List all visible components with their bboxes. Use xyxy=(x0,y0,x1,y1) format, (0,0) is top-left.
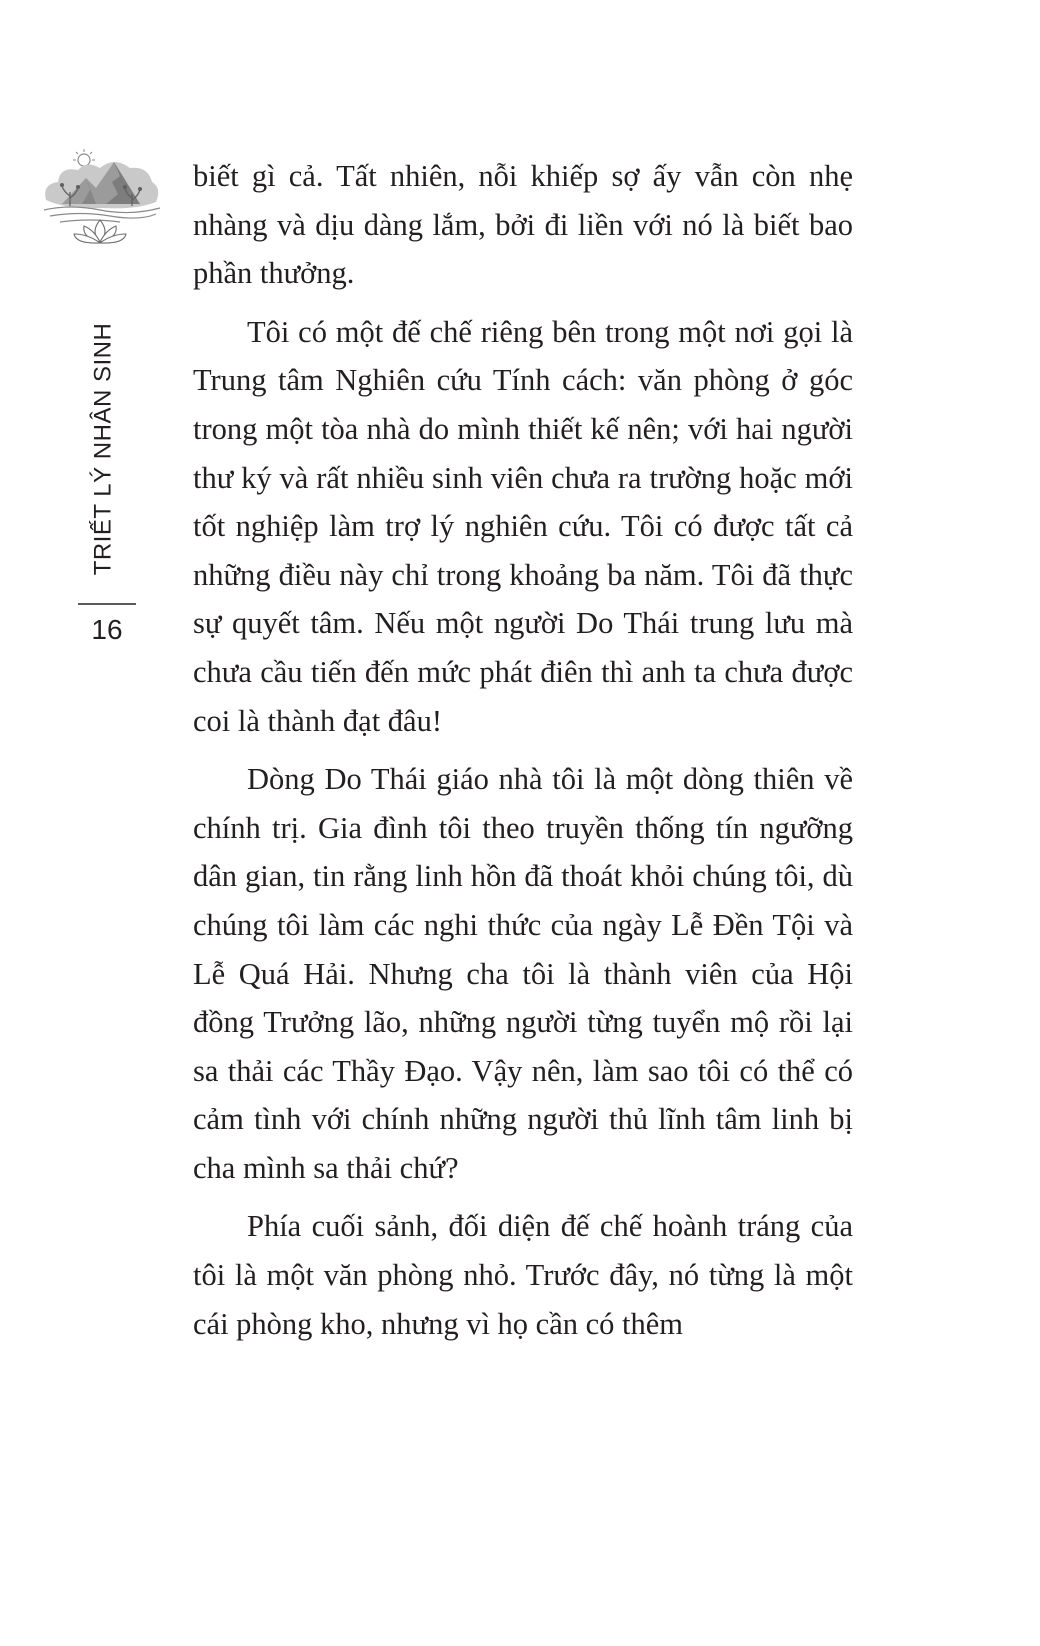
page-number: 16 xyxy=(91,614,123,645)
paragraph-1: biết gì cả. Tất nhiên, nỗi khiếp sợ ấy vẫn còn nhẹ nhàng và dịu dàng lắm, bởi đi liền với nó là biết bao phần thưởng. xyxy=(193,159,853,291)
paragraph-4: Phía cuối sảnh, đối diện đế chế hoành tráng của tôi là một văn phòng nhỏ. Trước đây, nó từng là một cái phòng kho, nhưng vì họ cần có thêm xyxy=(193,1209,853,1341)
mountain-lotus-emblem-icon xyxy=(40,148,164,248)
paragraph-2: Tôi có một đế chế riêng bên trong một nơi gọi là Trung tâm Nghiên cứu Tính cách: văn phòng ở góc trong một tòa nhà do mình thiết kế nên; với hai người thư ký và rất nhiều sinh viên chưa ra trường hoặc mới tốt nghiệp làm trợ lý nghiên cứu. Tôi có được tất cả những điều này chỉ trong khoảng ba năm. Tôi đã thực sự quyết tâm. Nếu một người Do Thái trung lưu mà chưa cầu tiến đến mức phát điên thì anh ta chưa được coi là thành đạt đâu! xyxy=(193,314,853,738)
paragraph-3: Dòng Do Thái giáo nhà tôi là một dòng thiên về chính trị. Gia đình tôi theo truyền thống tín ngưỡng dân gian, tin rằng linh hồn đã thoát khỏi chúng tôi, dù chúng tôi làm các nghi thức của ngày Lễ Đền Tội và Lễ Quá Hải. Nhưng cha tôi là thành viên của Hội đồng Trưởng lão, những người từng tuyển mộ rồi lại sa thải các Thầy Đạo. Vậy nên, làm sao tôi có thể có cảm tình với chính những người thủ lĩnh tâm linh bị cha mình sa thải chứ? xyxy=(193,762,853,1185)
running-head-text: TRIẾT LÝ NHÂN SINH xyxy=(89,322,117,576)
body-text xyxy=(193,152,853,1358)
running-head xyxy=(87,322,119,576)
folio-divider xyxy=(78,603,136,605)
